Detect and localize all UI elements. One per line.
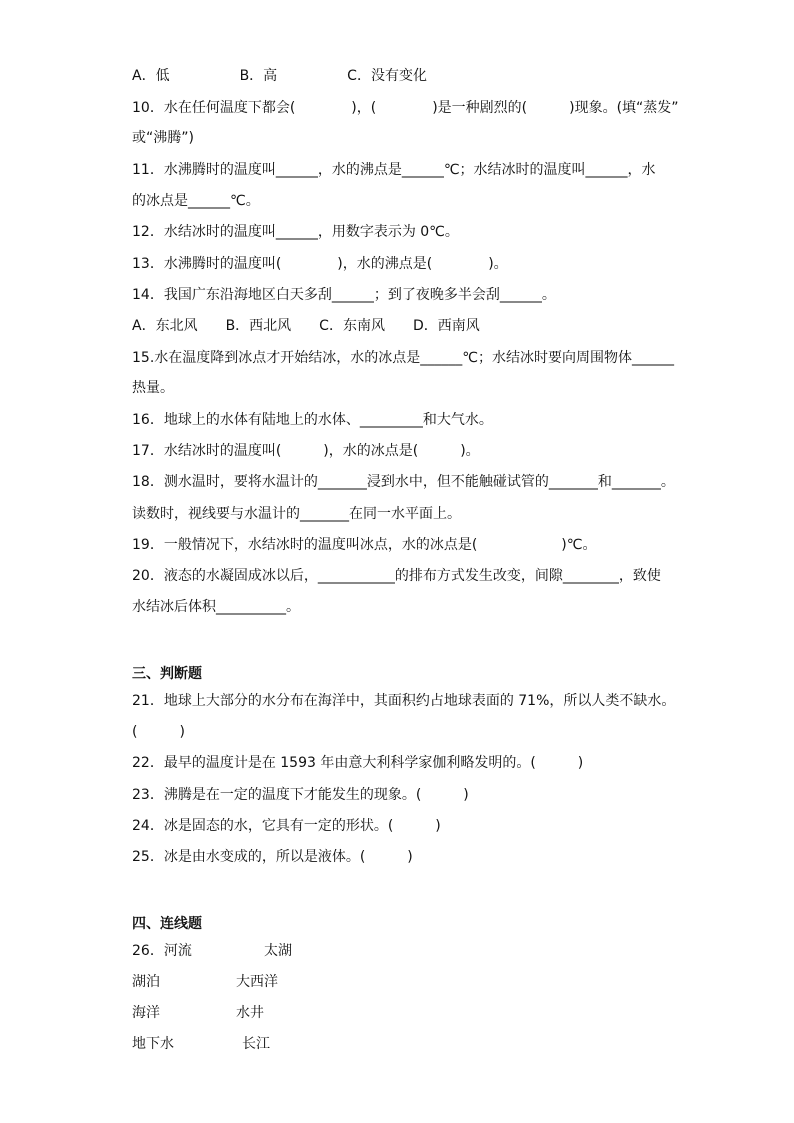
section3-heading: 三、判断题	[132, 666, 202, 682]
q20-line1: 20．液态的水凝固成冰以后，___________的排布方式发生改变，间隙________，致使	[132, 568, 661, 584]
q11-line2: 的冰点是______℃。	[132, 193, 260, 209]
q15-line1: 15.水在温度降到冰点才开始结冰，水的冰点是______℃；水结冰时要向周围物体______	[132, 350, 674, 366]
match-right-3: 水井	[236, 1005, 264, 1021]
q21-line2: ( )	[132, 724, 185, 740]
q15-line2: 热量。	[132, 380, 174, 396]
q14-options: A．东北风 B．西北风 C．东南风 D．西南风	[132, 318, 480, 334]
match-left-4: 地下水	[132, 1036, 174, 1052]
q21-line1: 21．地球上大部分的水分布在海洋中，其面积约占地球表面的 71%，所以人类不缺水。	[132, 693, 676, 709]
match-right-1: 太湖	[264, 943, 292, 959]
q23: 23．沸腾是在一定的温度下才能发生的现象。( )	[132, 787, 469, 803]
section4-heading: 四、连线题	[132, 916, 202, 932]
q10-line1: 10．水在任何温度下都会( )，( )是一种剧烈的( )现象。(填“蒸发”	[132, 100, 679, 116]
match-left-3: 海洋	[132, 1005, 160, 1021]
match-right-2: 大西洋	[236, 974, 278, 990]
q17: 17．水结冰时的温度叫( )，水的冰点是( )。	[132, 443, 480, 459]
match-right-4: 长江	[242, 1036, 270, 1052]
q24: 24．冰是固态的水，它具有一定的形状。( )	[132, 818, 441, 834]
q22: 22．最早的温度计是在 1593 年由意大利科学家伽利略发明的。( )	[132, 755, 584, 771]
q12: 12．水结冰时的温度叫______，用数字表示为 0℃。	[132, 224, 459, 240]
q18-line1: 18．测水温时，要将水温计的_______浸到水中，但不能触碰试管的_______和_______。	[132, 474, 675, 490]
match-left-2: 湖泊	[132, 974, 160, 990]
q25: 25．冰是由水变成的，所以是液体。( )	[132, 849, 413, 865]
q18-line2: 读数时，视线要与水温计的_______在同一水平面上。	[132, 506, 461, 522]
q11-line1: 11．水沸腾时的温度叫______，水的沸点是______℃；水结冰时的温度叫______，水	[132, 162, 656, 178]
q9-options: A．低 B．高 C．没有变化	[132, 68, 427, 84]
q14: 14．我国广东沿海地区白天多刮______；到了夜晚多半会刮______。	[132, 287, 556, 303]
q10-line2: 或“沸腾”)	[132, 130, 194, 146]
q13: 13．水沸腾时的温度叫( )，水的沸点是( )。	[132, 256, 508, 272]
q16: 16．地球上的水体有陆地上的水体、_________和大气水。	[132, 412, 493, 428]
q19: 19．一般情况下，水结冰时的温度叫冰点，水的冰点是( )℃。	[132, 537, 597, 553]
q20-line2: 水结冰后体积__________。	[132, 599, 300, 615]
match-left-1: 26．河流	[132, 943, 192, 959]
